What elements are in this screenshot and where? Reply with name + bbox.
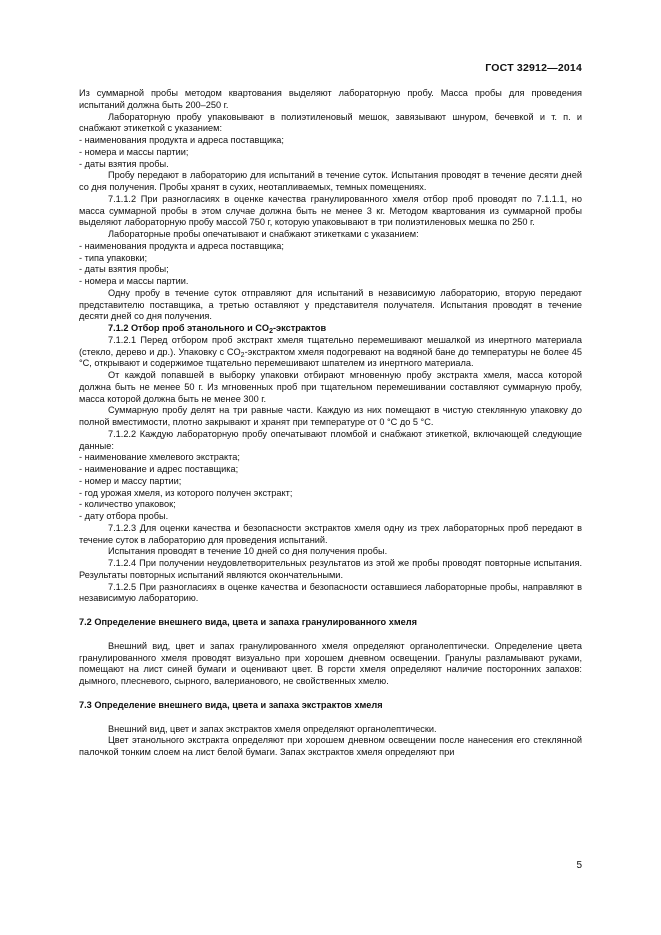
list-item: - наименования продукта и адреса поставщика; — [79, 135, 284, 145]
text-run: 7.1.2.1 Перед отбором проб экстракт хмеля тщательно перемешивают мешалкой из инертного материала (стекло, дерево и др.). Упаковку с CO — [79, 334, 582, 357]
text-run: -экстрактом хмеля подогревают на водяной бане до температуры не более 45 °С, открывают и содержимое тщательно перемешивают шпателем из инертного материала. — [79, 346, 582, 369]
list-item: - номера и массы партии; — [79, 146, 189, 157]
list-item: - количество упаковок; — [79, 499, 176, 510]
paragraph: От каждой попавшей в выборку упаковки отбирают мгновенную пробу экстракта хмеля, масса которой должна быть не менее 50 г. Из мгновенных проб при тщательном перемешивании составляют суммарную пробу, масса которой должна быть не менее 300 г. — [79, 370, 582, 404]
section-heading: 7.2 Определение внешнего вида, цвета и запаха гранулированного хмеля — [79, 617, 417, 627]
paragraph: Суммарную пробу делят на три равные части. Каждую из них помещают в чистую стеклянную упаковку до полной вместимости, плотно закрывают и хранят при температуре от 0 °С до 5 °С. — [79, 405, 582, 427]
paragraph: Из суммарной пробы методом квартования выделяют лабораторную пробу. Масса пробы для проведения испытаний должна быть 200–250 г. — [79, 88, 582, 110]
list-item: - дату отбора пробы. — [79, 511, 169, 521]
list-item: - год урожая хмеля, из которого получен экстракт; — [79, 487, 293, 498]
paragraph: Одну пробу в течение суток отправляют для испытаний в независимую лабораторию, вторую передают представителю поставщика, а третью оставляют у представителя получателя. Испытания проводят в течение десяти дней со дня получения. — [79, 287, 582, 322]
subsection-heading — [79, 323, 582, 335]
paragraph: Внешний вид, цвет и запах гранулированного хмеля определяют органолептически. Определение цвета гранулированного хмеля проводят визуально при хорошем дневном освещении. Гранулы разламывают руками, помещают на лист синей бумаги и оценивают цвет. В горсти хмеля определяют наличие посторонних запахов: дымного, плесневого, сырного, валерианового, не свойственных хмелю. — [79, 640, 582, 686]
paragraph — [79, 335, 582, 370]
section-heading: 7.3 Определение внешнего вида, цвета и запаха экстрактов хмеля — [79, 699, 383, 710]
paragraph: 7.1.2.3 Для оценки качества и безопасности экстрактов хмеля одну из трех лабораторных проб передают в течение суток в лабораторию для проведения испытаний. — [79, 522, 582, 545]
paragraph: 7.1.2.2 Каждую лабораторную пробу опечатывают пломбой и снабжают этикеткой, включающей следующие данные: — [79, 428, 582, 451]
subscript: 2 — [269, 328, 273, 335]
paragraph: 7.1.2.5 При разногласиях в оценке качества и безопасности оставшиеся лабораторные пробы, направляют в независимую лабораторию. — [79, 581, 582, 604]
list-item: - номера и массы партии. — [79, 276, 189, 286]
paragraph: 7.1.1.2 При разногласиях в оценке качества гранулированного хмеля отбор проб проводят по 7.1.1.1, но масса суммарной пробы в этом случае должна быть не менее 3 кг. Методом квартования из суммарной пробы выделяют лабораторную пробу массой 750 г, которую упаковывают в три полиэтиленовых мешка по 250 г. — [79, 193, 582, 228]
paragraph: Внешний вид, цвет и запах экстрактов хмеля определяют органолептически. — [108, 723, 437, 734]
paragraph: Цвет этанольного экстракта определяют при хорошем дневном освещении после нанесения его стеклянной палочкой тонким слоем на лист белой бумаги. Запах экстрактов хмеля определяют при — [79, 735, 582, 757]
list-item: - даты взятия пробы. — [79, 158, 169, 169]
text-run: -экстрактов — [272, 323, 327, 333]
paragraph: Лабораторную пробу упаковывают в полиэтиленовый мешок, завязывают шнуром, бечевкой и т. п. и снабжают этикеткой с указанием: — [79, 111, 582, 134]
paragraph: Пробу передают в лабораторию для испытаний в течение суток. Испытания проводят в течение десяти дней со дня получения. Пробы хранят в сухих, неотапливаемых, темных помещениях. — [79, 170, 582, 192]
subscript: 2 — [240, 351, 245, 359]
paragraph: Испытания проводят в течение 10 дней со дня получения пробы. — [108, 546, 388, 557]
list-item: - наименование хмелевого экстракта; — [79, 452, 240, 463]
document-body — [79, 88, 582, 759]
page-number: 5 — [576, 860, 582, 871]
list-item: - даты взятия пробы; — [79, 264, 169, 275]
list-item: - типа упаковки; — [79, 252, 148, 263]
list-item: - номер и массу партии; — [79, 475, 182, 486]
paragraph: Лабораторные пробы опечатывают и снабжают этикетками с указанием: — [108, 229, 419, 239]
paragraph: 7.1.2.4 При получении неудовлетворительных результатов из этой же пробы проводят повторные испытания. Результаты повторных испытаний являются окончательными. — [79, 558, 582, 580]
list-item: - наименования продукта и адреса поставщика; — [79, 240, 284, 251]
document-code: ГОСТ 32912—2014 — [485, 62, 582, 74]
text-run: 7.1.2 Отбор проб этанольного и CO — [108, 323, 270, 333]
list-item: - наименование и адрес поставщика; — [79, 464, 239, 474]
